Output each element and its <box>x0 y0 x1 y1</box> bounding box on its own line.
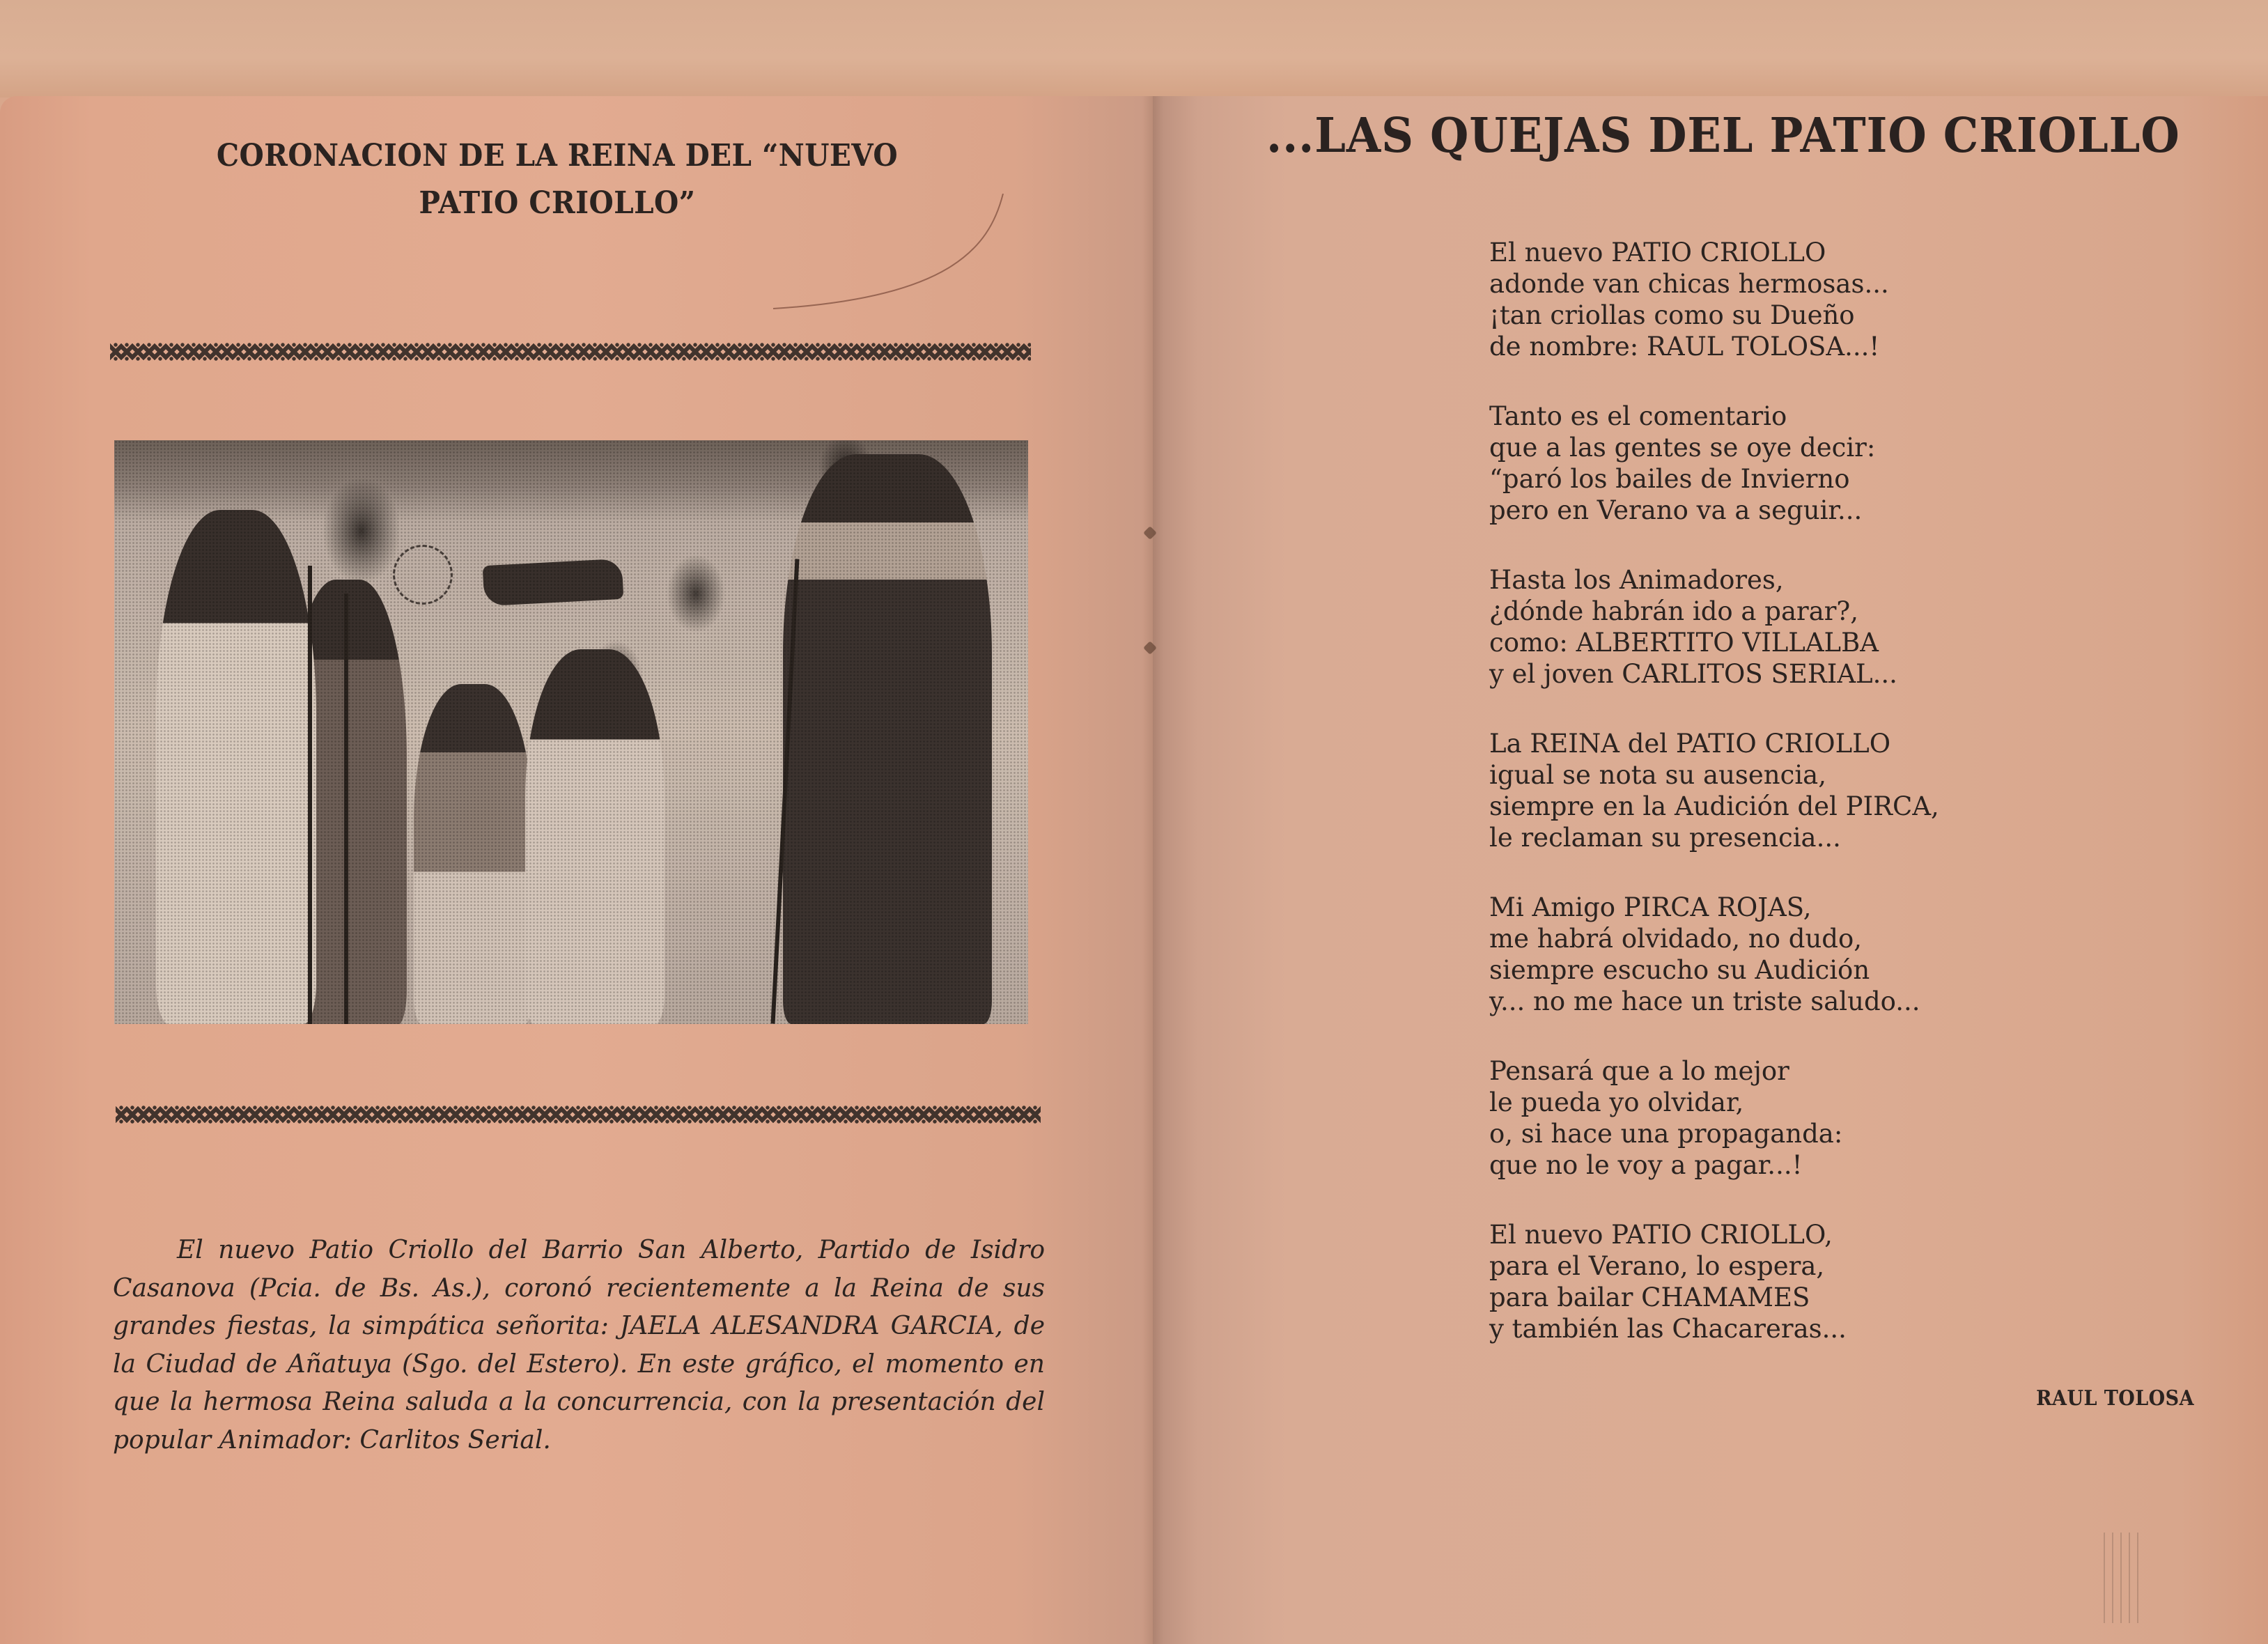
poem-verse: y... no me hace un triste saludo... <box>1489 986 1920 1016</box>
poem-verse: que a las gentes se oye decir: <box>1489 433 1876 463</box>
poem-stanza <box>1489 1055 2046 1181</box>
author-signature: RAUL TOLOSA <box>2036 1386 2194 1411</box>
left-page-title <box>205 132 910 227</box>
poem-verse: para el Verano, lo espera, <box>1489 1251 1825 1281</box>
poem-verse: El nuevo PATIO CRIOLLO <box>1489 238 1826 267</box>
poem-verse: le reclaman su presencia... <box>1489 823 1841 853</box>
poem-stanza <box>1489 1219 2046 1344</box>
page-gutter <box>1142 96 1163 1644</box>
poem-verse: que no le voy a pagar...! <box>1489 1150 1803 1180</box>
poem-verse: de nombre: RAUL TOLOSA...! <box>1489 332 1880 362</box>
photo-caption: El nuevo Patio Criollo del Barrio San Alberto, Partido de Isidro Casanova (Pcia. de Bs. As.), coronó recientemente a la Reina de sus grandes fiestas, la simpática señorita: JAELA ALESANDRA GARCIA, de la Ciudad de Añatuya (Sgo. del Estero). En este gráfico, el momento en que la hermosa Reina saluda a la concurrencia, con la presentación del popular Animador: Carlitos Serial. <box>113 1236 1045 1455</box>
poem-stanza <box>1489 892 2046 1017</box>
poem-verse: “paró los bailes de Invierno <box>1489 464 1850 494</box>
poem-verse: siempre en la Audición del PIRCA, <box>1489 791 1939 821</box>
poem-verse: Mi Amigo PIRCA ROJAS, <box>1489 892 1812 922</box>
poem-verse: igual se nota su ausencia, <box>1489 760 1826 790</box>
poem-verse: La REINA del PATIO CRIOLLO <box>1489 729 1891 759</box>
poem-verse: ¿dónde habrán ido a parar?, <box>1489 596 1859 626</box>
poem <box>1489 237 2046 1383</box>
poem-verse: y también las Chacareras... <box>1489 1314 1847 1344</box>
left-title-line-1: CORONACION DE LA REINA DEL “NUEVO <box>216 138 899 173</box>
right-page-title: ...LAS QUEJAS DEL PATIO CRIOLLO <box>1266 108 2180 164</box>
poem-verse: o, si hace una propaganda: <box>1489 1119 1843 1149</box>
poem-verse: Hasta los Animadores, <box>1489 565 1784 595</box>
poem-verse: como: ALBERTITO VILLALBA <box>1489 628 1879 658</box>
poem-stanza <box>1489 401 2046 526</box>
poem-verse: Pensará que a lo mejor <box>1489 1056 1789 1086</box>
scan-backdrop <box>0 0 2268 98</box>
poem-verse: siempre escucho su Audición <box>1489 955 1870 985</box>
poem-verse: ¡tan criollas como su Dueño <box>1489 300 1855 330</box>
poem-verse: El nuevo PATIO CRIOLLO, <box>1489 1220 1833 1250</box>
poem-verse: Tanto es el comentario <box>1489 401 1787 431</box>
poem-verse: y el joven CARLITOS SERIAL... <box>1489 659 1897 689</box>
left-title-line-2: PATIO CRIOLLO” <box>419 185 696 221</box>
ornamental-border-bottom <box>116 1106 1041 1124</box>
event-photo <box>114 440 1028 1024</box>
poem-stanza <box>1489 564 2046 690</box>
poem-verse: me habrá olvidado, no dudo, <box>1489 924 1863 954</box>
poem-verse: le pueda yo olvidar, <box>1489 1087 1744 1117</box>
poem-stanza <box>1489 728 2046 853</box>
ornamental-border-top <box>110 343 1031 361</box>
poem-stanza <box>1489 237 2046 362</box>
ink-smudge <box>2104 1533 2145 1623</box>
halftone-texture <box>114 440 1028 1024</box>
poem-verse: adonde van chicas hermosas... <box>1489 269 1889 299</box>
poem-verse: para bailar CHAMAMES <box>1489 1282 1810 1312</box>
poem-verse: pero en Verano va a seguir... <box>1489 495 1863 525</box>
